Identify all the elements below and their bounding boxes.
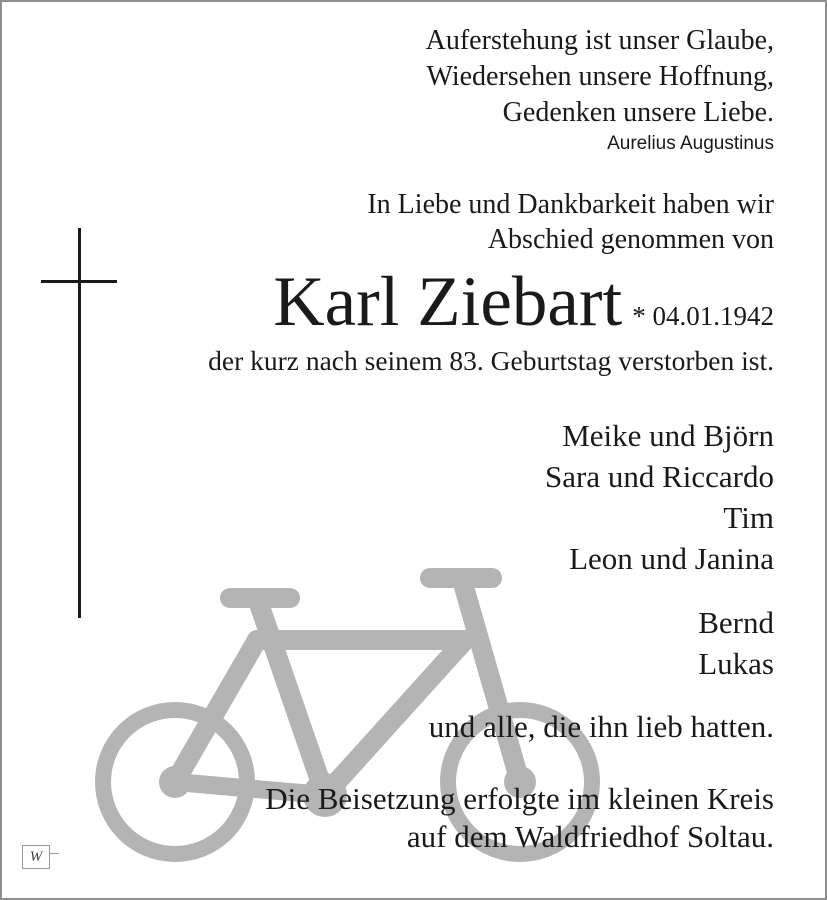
intro-line: Abschied genommen von [487,224,774,255]
publisher-logo: W [22,845,50,869]
quote-line: Gedenken unsere Liebe. [502,97,774,128]
deceased-note: der kurz nach seinem 83. Geburtstag verstorben ist. [208,345,774,376]
intro-line: In Liebe und Dankbarkeit haben wir [367,189,774,220]
mourners-closing: und alle, die ihn lieb hatten. [428,709,774,744]
birth-date: * 04.01.1942 [632,301,774,331]
deceased-name: Karl Ziebart [273,263,623,341]
mourner-name: Bernd [698,605,774,640]
deceased-heading [273,262,774,342]
quote-line: Wiedersehen unsere Hoffnung, [426,61,774,92]
mourner-name: Sara und Riccardo [545,459,774,494]
cross-icon-bar [41,280,117,283]
cross-icon [78,228,81,618]
mourner-name: Leon und Janina [569,541,774,576]
quote-line: Auferstehung ist unser Glaube, [425,25,774,56]
mourner-name: Lukas [698,646,774,681]
burial-line: Die Beisetzung erfolgte im kleinen Kreis [265,781,774,816]
burial-line: auf dem Waldfriedhof Soltau. [406,819,774,854]
mourner-name: Tim [723,500,774,535]
quote-author: Aurelius Augustinus [607,133,774,154]
mourner-name: Meike und Björn [562,418,774,453]
publisher-logo-mark [49,853,59,854]
